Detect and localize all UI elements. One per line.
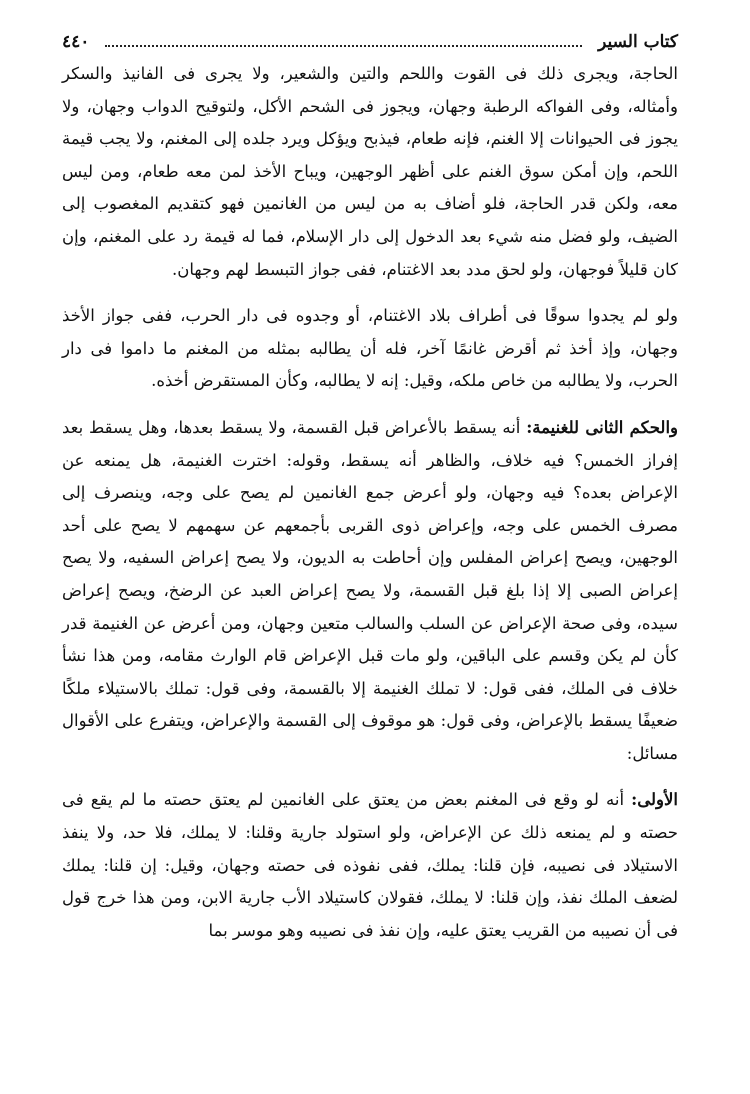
section-heading-second-ruling: والحكم الثانى للغنيمة:: [526, 417, 678, 437]
paragraph-2-text: ولو لم يجدوا سوقًا فى أطراف بلاد الاغتنام، أو وجدوه فى دار الحرب، ففى جواز الأخذ وجهان، وإذ أخذ ثم أقرض غانمًا آخر، فله أن يطالبه بمثله من المغنم ما داموا فى دار الحرب، ولا يطالبه من خاص ملكه، وقيل: إنه لا يطالبه، وكأن المستقرض أخذه.: [62, 306, 678, 391]
paragraph-2: [62, 300, 678, 398]
paragraph-3-text: أنه يسقط بالأعراض قبل القسمة، ولا يسقط بعدها، وهل يسقط بعد إفراز الخمس؟ فيه خلاف، والظاهر أنه يسقط، وقوله: اخترت الغنيمة، هل يمنعه عن الإعراض بعده؟ فيه وجهان، ولو أعرض جمع الغانمين لم يصح على وجه، وينصرف إلى مصرف الخمس على وجه، وإعراض ذوى القربى بأجمعهم عن سهمهم لا يصح على أحد الوجهين، ويصح إعراض المفلس وإن أحاطت به الديون، ولا يصح إعراض السفيه، ولا يصح إعراض الصبى إلا إذا بلغ قبل القسمة، ولا يصح إعراض العبد عن الرضخ، ويصح إعراض سيده، وفى صحة الإعراض عن السلب والسالب متعين وجهان، ومن أعرض عن الغنيمة قدر كأن لم يكن وقسم على الباقين، ولو مات قبل الإعراض قام الوارث مقامه، ومن هذا نشأ خلاف فى الملك، ففى قول: لا تملك الغنيمة إلا بالقسمة، وفى قول: تملك بالاستيلاء ملكًا ضعيفًا يسقط بالإعراض، وفى قول: هو موقوف إلى القسمة والإعراض، ويتفرع على الأقوال مسائل:: [62, 417, 678, 763]
header-dotted-leader: [105, 45, 582, 47]
running-header: [62, 30, 678, 54]
page-body: [62, 58, 678, 947]
section-heading-first-issue: الأولى:: [631, 790, 678, 810]
paragraph-4: [62, 784, 678, 947]
paragraph-1: [62, 58, 678, 286]
page-number: ٤٤٠: [62, 32, 90, 52]
paragraph-1-text: الحاجة، ويجرى ذلك فى القوت واللحم والتين والشعير، ولا يجرى فى الفانيذ والسكر وأمثاله، وفى الفواكه الرطبة وجهان، ويجوز فى الشحم الأكل، ولتوقيح الدواب وجهان، ولا يجوز فى الحيوانات إلا الغنم، فإنه طعام، فيذبح ويؤكل ويرد جلده إلى المغنم، ولا يجب قيمة اللحم، وإن أمكن سوق الغنم على أظهر الوجهين، ويباح الأخذ لمن معه طعام، ومن ليس معه، ولكن قدر الحاجة، فلو أضاف به من ليس من الغانمين فهو كتقديم المغصوب إلى الضيف، ولو فضل منه شيء بعد الدخول إلى دار الإسلام، فما له قيمة رد على المغنم، وإن كان قليلاً فوجهان، ولو لحق مدد بعد الاغتنام، ففى جواز التبسط لهم وجهان.: [62, 64, 678, 279]
paragraph-4-text: أنه لو وقع فى المغنم بعض من يعتق على الغانمين لم يعتق حصته ما لم يقع فى حصته و لم يمنعه ذلك عن الإعراض، ولو استولد جارية وقلنا: لا يملك، فلا حد، ولا ينفذ الاستيلاد فى نصيبه، فإن قلنا: يملك، ففى نفوذه فى حصته وجهان، وقيل: إن قلنا: يملك لضعف الملك نفذ، وإن قلنا: لا يملك، فقولان كاستيلاد الأب جارية الابن، ومن هذا خرج قول فى أن نصيبه من القريب يعتق عليه، وإن نفذ فى نصيبه وهو موسر بما: [62, 790, 678, 940]
book-title: كتاب السير: [598, 32, 678, 52]
paragraph-3: [62, 412, 678, 771]
